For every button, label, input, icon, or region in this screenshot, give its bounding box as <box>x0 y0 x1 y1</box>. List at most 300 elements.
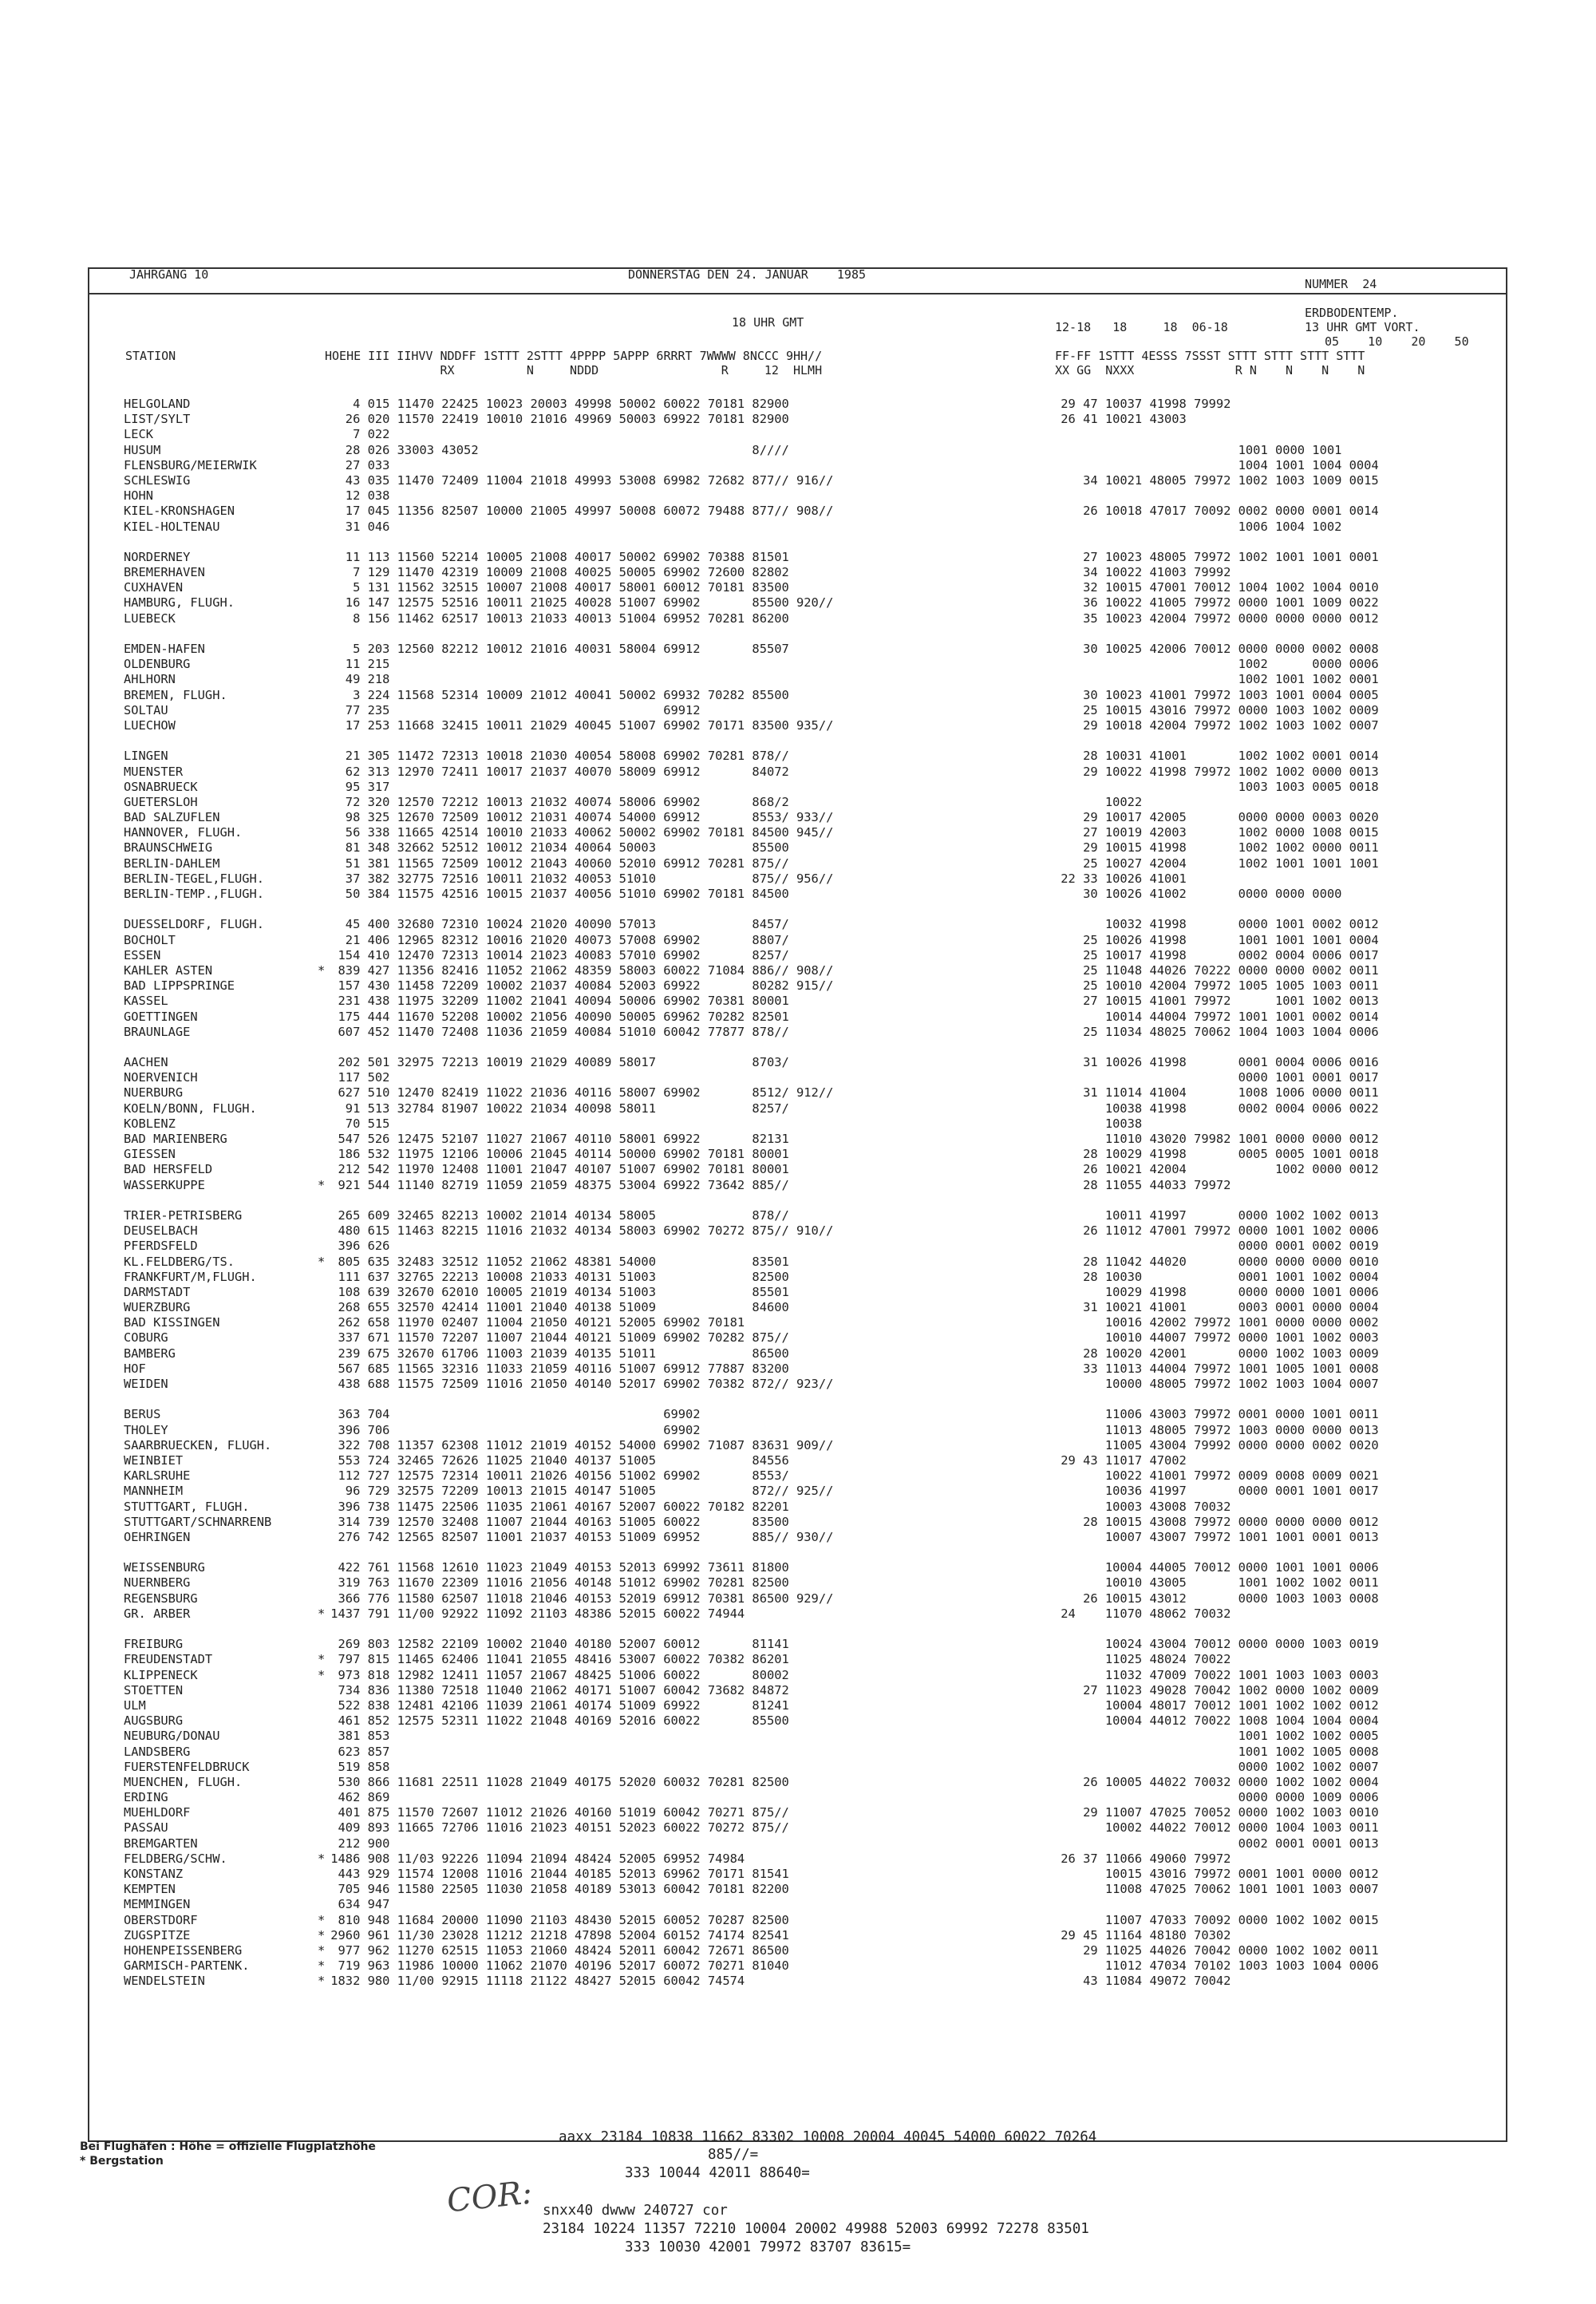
observation-time-title: 18 UHR GMT <box>732 315 804 330</box>
station-codes: 623 857 <box>323 1744 390 1759</box>
station-codes: 268 655 32570 42414 11001 21040 40138 51009 84600 <box>323 1300 789 1315</box>
station-name: KONSTANZ <box>124 1867 184 1881</box>
station-name: KOELN/BONN, FLUGH. <box>124 1101 257 1116</box>
mountain-station-marker: * <box>318 1851 326 1866</box>
station-extra-codes: 26 11012 47001 79972 0000 1001 1002 0006 <box>1053 1223 1379 1239</box>
station-name: LUECHOW <box>124 717 176 733</box>
station-codes: 396 626 <box>323 1239 390 1254</box>
station-name: STUTTGART/SCHNARRENB <box>124 1514 272 1529</box>
station-codes: 1832 980 11/00 92915 11118 21122 48427 52015 60042 74574 <box>323 1974 745 1989</box>
station-codes <box>323 1392 833 1407</box>
station-extra-codes: 30 10025 42006 70012 0000 0000 0002 0008 <box>1053 642 1379 656</box>
mountain-station-legend: * Bergstation <box>80 2155 164 2168</box>
station-extra-codes: 10010 43005 1001 1002 1002 0011 <box>1053 1575 1379 1591</box>
mountain-station-marker: * <box>318 1177 326 1192</box>
correction-line-2: 885//= <box>708 2147 759 2163</box>
station-name: ERDING <box>124 1790 168 1805</box>
station-extra-codes: 32 10015 47001 70012 1004 1002 1004 0010 <box>1053 580 1379 595</box>
station-name: KARLSRUHE <box>124 1468 191 1484</box>
station-codes: 547 526 12475 52107 11027 21067 40110 58001 69922 82131 <box>323 1132 789 1146</box>
station-name: FRANKFURT/M,FLUGH. <box>124 1269 257 1284</box>
station-codes <box>323 733 833 749</box>
correction-line-4: snxx40 dwww 240727 cor <box>543 2203 728 2219</box>
station-name: DEUSELBACH <box>124 1223 198 1239</box>
station-extra-codes: 0000 1001 0001 0017 <box>1053 1070 1379 1085</box>
station-codes: 202 501 32975 72213 10019 21029 40089 58017 8703/ <box>323 1055 789 1070</box>
jahrgang-label: JAHRGANG 10 <box>129 267 209 282</box>
station-name: GUETERSLOH <box>124 794 198 809</box>
station-codes: 973 818 12982 12411 11057 21067 48425 51006 60022 80002 <box>323 1667 789 1682</box>
station-name: LIST/SYLT <box>124 412 191 427</box>
station-name: FLENSBURG/MEIERWIK <box>124 457 257 472</box>
station-name: NUERNBERG <box>124 1575 191 1591</box>
station-codes: 11 113 11560 52214 10005 21008 40017 50002 69902 70388 81501 <box>323 549 789 564</box>
station-codes: 627 510 12470 82419 11022 21036 40116 58007 69902 8512/ 912// <box>323 1085 834 1101</box>
station-extra-codes: 27 11023 49028 70042 1002 0000 1002 0009 <box>1053 1682 1379 1697</box>
station-codes: 27 033 <box>323 457 390 472</box>
station-codes: 7 022 <box>323 427 390 442</box>
correction-line-3: 333 10044 42011 88640= <box>625 2165 810 2181</box>
station-codes: 519 858 <box>323 1759 390 1774</box>
station-codes: 2960 961 11/30 23028 11212 21218 47898 52004 60152 74174 82541 <box>323 1927 789 1942</box>
station-codes: 443 929 11574 12008 11016 21044 40185 52013 69962 70171 81541 <box>323 1867 789 1881</box>
station-name: OEHRINGEN <box>124 1529 191 1544</box>
code-columns-header: HOEHE III IIHVV NDDFF 1STTT 2STTT 4PPPP 5APPP 6RRRT 7WWWW 8NCCC 9HH// <box>325 349 823 363</box>
station-codes: 49 218 <box>323 672 390 687</box>
station-name: DARMSTADT <box>124 1284 191 1299</box>
station-extra-codes <box>1053 1622 1379 1637</box>
station-codes: 634 947 <box>323 1897 390 1912</box>
station-codes: 567 685 11565 32316 11033 21059 40116 51007 69912 77887 83200 <box>323 1361 789 1376</box>
code-columns-subheader: RX N NDDD R 12 HLMH <box>325 363 823 377</box>
station-codes: 461 852 12575 52311 11022 21048 40169 52016 60022 85500 <box>323 1713 789 1729</box>
station-extra-codes: 10000 48005 79972 1002 1003 1004 0007 <box>1053 1377 1379 1391</box>
station-extra-codes <box>1053 1545 1379 1560</box>
station-extra-codes: 10022 41001 79972 0009 0008 0009 0021 <box>1053 1468 1379 1484</box>
station-codes: 322 708 11357 62308 11012 21019 40152 54000 69902 71087 83631 909// <box>323 1437 834 1452</box>
station-name: OBERSTDORF <box>124 1912 198 1927</box>
station-name: WEIDEN <box>124 1377 168 1391</box>
station-codes: 409 893 11665 72706 11016 21023 40151 52023 60022 70272 875// <box>323 1820 789 1836</box>
station-extra-codes: 25 11048 44026 70222 0000 0000 0002 0011 <box>1053 962 1379 978</box>
station-name: SOLTAU <box>124 702 168 717</box>
soil-depths-header: 05 10 20 50 <box>1325 334 1469 349</box>
station-name: STUTTGART, FLUGH. <box>124 1499 250 1514</box>
station-extra-codes <box>1053 488 1379 504</box>
station-codes: 401 875 11570 72607 11012 21026 40160 51019 60042 70271 875// <box>323 1805 789 1820</box>
station-extra-codes: 1001 0000 1001 <box>1053 442 1342 457</box>
station-extra-codes: 24 11070 48062 70032 <box>1053 1606 1231 1621</box>
station-codes: 719 963 11986 10000 11062 21070 40196 52017 60072 70271 81040 <box>323 1958 789 1974</box>
correction-line-1: aaxx 23184 10838 11662 83302 10008 20004 40045 54000 60022 70264 <box>559 2129 1097 2145</box>
station-name: HAMBURG, FLUGH. <box>124 595 235 611</box>
station-extra-codes: 10038 <box>1053 1116 1143 1131</box>
station-name: WEISSENBURG <box>124 1560 205 1575</box>
station-extra-codes: 0002 0001 0001 0013 <box>1053 1836 1379 1851</box>
right-columns-subheader: XX GG NXXX R N N N N <box>1055 363 1365 377</box>
station-extra-codes: 29 10017 42005 0000 0000 0003 0020 <box>1053 810 1379 825</box>
station-name: BAD LIPPSPRINGE <box>124 978 235 994</box>
station-name: BAD KISSINGEN <box>124 1315 220 1330</box>
station-name: GARMISCH-PARTENK. <box>124 1958 250 1974</box>
station-name: ZUGSPITZE <box>124 1927 191 1942</box>
station-codes: 276 742 12565 82507 11001 21037 40153 51009 69952 885// 930// <box>323 1529 834 1544</box>
station-codes: 363 704 69902 <box>323 1407 701 1422</box>
station-name: HOF <box>124 1361 146 1376</box>
station-extra-codes <box>1053 902 1379 917</box>
station-extra-codes: 10032 41998 0000 1001 0002 0012 <box>1053 917 1379 932</box>
station-extra-codes: 28 10030 0001 1001 1002 0004 <box>1053 1269 1379 1284</box>
station-codes: 50 384 11575 42516 10015 21037 40056 51010 69902 70181 84500 <box>323 887 789 901</box>
station-extra-codes: 26 10021 42004 1002 0000 0012 <box>1053 1162 1379 1177</box>
station-codes: 81 348 32662 52512 10012 21034 40064 50003 85500 <box>323 840 789 856</box>
station-name: BERLIN-TEGEL,FLUGH. <box>124 871 265 886</box>
station-codes: 5 131 11562 32515 10007 21008 40017 58001 60012 70181 83500 <box>323 580 789 595</box>
station-codes: 62 313 12970 72411 10017 21037 40070 58009 69912 84072 <box>323 764 789 779</box>
station-codes: 72 320 12570 72212 10013 21032 40074 58006 69902 868/2 <box>323 794 789 809</box>
station-extra-codes: 10010 44007 79972 0000 1001 1002 0003 <box>1053 1330 1379 1346</box>
station-name: WUERZBURG <box>124 1300 191 1315</box>
period-header: 12-18 18 18 06-18 <box>1055 320 1228 334</box>
station-extra-codes: 29 11025 44026 70042 0000 1002 1002 0011 <box>1053 1942 1379 1958</box>
station-name: KEMPTEN <box>124 1882 176 1897</box>
station-codes: 337 671 11570 72207 11007 21044 40121 51009 69902 70282 875// <box>323 1330 789 1346</box>
station-codes: 319 763 11670 22309 11016 21056 40148 51012 69902 70281 82500 <box>323 1575 789 1591</box>
header-divider <box>89 293 1506 294</box>
station-name: REGENSBURG <box>124 1591 198 1606</box>
station-codes <box>323 1622 833 1637</box>
station-name: THOLEY <box>124 1422 168 1437</box>
station-codes: 366 776 11580 62507 11018 21046 40153 52019 69912 70381 86500 929// <box>323 1591 834 1606</box>
station-extra-codes: 10007 43007 79972 1001 1001 0001 0013 <box>1053 1529 1379 1544</box>
station-codes: 921 544 11140 82719 11059 21059 48375 53004 69922 73642 885// <box>323 1177 789 1192</box>
station-name: ULM <box>124 1697 146 1713</box>
station-name <box>124 1392 271 1407</box>
station-codes: 7 129 11470 42319 10009 21008 40025 50005 69902 72600 82802 <box>323 565 789 580</box>
station-extra-codes: 29 45 11164 48180 70302 <box>1053 1927 1231 1942</box>
station-name: LECK <box>124 427 154 442</box>
station-codes: 112 727 12575 72314 10011 21026 40156 51002 69902 8553/ <box>323 1468 789 1484</box>
station-codes: 797 815 11465 62406 11041 21055 48416 53007 60022 70382 86201 <box>323 1652 789 1667</box>
station-codes: 26 020 11570 22419 10010 21016 49969 50003 69922 70181 82900 <box>323 412 789 427</box>
station-extra-codes: 10004 48017 70012 1001 1002 1002 0012 <box>1053 1697 1379 1713</box>
mountain-station-marker: * <box>318 1912 326 1927</box>
station-name: KIEL-HOLTENAU <box>124 519 220 534</box>
station-name: STOETTEN <box>124 1682 184 1697</box>
station-extra-codes: 11008 47025 70062 1001 1001 1003 0007 <box>1053 1882 1379 1897</box>
station-name: HOHENPEISSENBERG <box>124 1942 243 1958</box>
station-codes: 16 147 12575 52516 10011 21025 40028 51007 69902 85500 920// <box>323 595 834 611</box>
station-codes: 154 410 12470 72313 10014 21023 40083 57010 69902 8257/ <box>323 947 789 962</box>
station-extra-codes: 10002 44022 70012 0000 1004 1003 0011 <box>1053 1820 1379 1836</box>
station-codes: 37 382 32775 72516 10011 21032 40053 51010 875// 956// <box>323 871 834 886</box>
station-codes: 396 706 69902 <box>323 1422 701 1437</box>
station-codes <box>323 626 833 642</box>
station-name: BAMBERG <box>124 1346 176 1361</box>
airport-height-legend: Bei Flughäfen : Höhe = offizielle Flugplatzhöhe <box>80 2140 376 2153</box>
station-extra-codes: 25 10017 41998 0002 0004 0006 0017 <box>1053 947 1379 962</box>
station-name: NORDERNEY <box>124 549 191 564</box>
station-codes: 381 853 <box>323 1729 390 1744</box>
station-name: MANNHEIM <box>124 1484 184 1499</box>
station-codes: 734 836 11380 72518 11040 21062 40171 51007 60042 73682 84872 <box>323 1682 789 1697</box>
mountain-station-marker: * <box>318 1958 326 1974</box>
station-extra-codes: 28 11042 44020 0000 0000 0000 0010 <box>1053 1254 1379 1269</box>
station-name: AHLHORN <box>124 672 176 687</box>
station-extra-codes: 11032 47009 70022 1001 1003 1003 0003 <box>1053 1667 1379 1682</box>
station-name <box>124 733 271 749</box>
station-codes: 262 658 11970 02407 11004 21050 40121 52005 69902 70181 <box>323 1315 745 1330</box>
station-extra-codes: 28 10029 41998 0005 0005 1001 0018 <box>1053 1147 1379 1162</box>
station-name: DUESSELDORF, FLUGH. <box>124 917 265 932</box>
station-extra-codes: 10015 43016 79972 0001 1001 0000 0012 <box>1053 1867 1379 1881</box>
station-codes <box>323 535 833 550</box>
station-codes: 70 515 <box>323 1116 390 1131</box>
station-extra-codes: 43 11084 49072 70042 <box>1053 1974 1231 1989</box>
station-extra-codes <box>1053 535 1379 550</box>
station-codes: 480 615 11463 82215 11016 21032 40134 58003 69902 70272 875// 910// <box>323 1223 834 1239</box>
station-extra-codes: 22 33 10026 41001 <box>1053 871 1187 886</box>
station-extra-codes: 27 10019 42003 1002 0000 1008 0015 <box>1053 825 1379 840</box>
station-extra-codes: 10016 42002 79972 1001 0000 0000 0002 <box>1053 1315 1379 1330</box>
station-extra-codes: 31 10026 41998 0001 0004 0006 0016 <box>1053 1055 1379 1070</box>
mountain-station-marker: * <box>318 1942 326 1958</box>
station-extra-codes: 11013 48005 79972 1003 0000 0000 0013 <box>1053 1422 1379 1437</box>
station-codes <box>323 1545 833 1560</box>
station-extra-codes <box>1053 1040 1379 1055</box>
station-codes <box>323 902 833 917</box>
station-extra-codes: 26 41 10021 43003 <box>1053 412 1187 427</box>
station-extra-codes <box>1053 427 1379 442</box>
station-name: LINGEN <box>124 749 168 764</box>
station-extra-codes: 33 11013 44004 79972 1001 1005 1001 0008 <box>1053 1361 1379 1376</box>
station-codes: 212 542 11970 12408 11001 21047 40107 51007 69902 70181 80001 <box>323 1162 789 1177</box>
station-extra-codes: 25 10010 42004 79972 1005 1005 1003 0011 <box>1053 978 1379 994</box>
station-extra-codes: 34 10021 48005 79972 1002 1003 1009 0015 <box>1053 472 1379 488</box>
station-extra-codes: 30 10026 41002 0000 0000 0000 <box>1053 887 1342 901</box>
station-codes: 553 724 32465 72626 11025 21040 40137 51005 84556 <box>323 1452 789 1468</box>
station-extra-codes: 10004 44005 70012 0000 1001 1001 0006 <box>1053 1560 1379 1575</box>
station-name: KOBLENZ <box>124 1116 176 1131</box>
station-codes: 231 438 11975 32209 11002 21041 40094 50006 69902 70381 80001 <box>323 994 789 1009</box>
station-name: AUGSBURG <box>124 1713 184 1729</box>
station-extra-codes: 28 10031 41001 1002 1002 0001 0014 <box>1053 749 1379 764</box>
station-codes: 314 739 12570 32408 11007 21044 40163 51005 60022 83500 <box>323 1514 789 1529</box>
station-codes: 705 946 11580 22505 11030 21058 40189 53013 60042 70181 82200 <box>323 1882 789 1897</box>
station-name: NUERBURG <box>124 1085 184 1101</box>
station-codes: 607 452 11470 72408 11036 21059 40084 51010 60042 77877 878// <box>323 1024 789 1039</box>
station-name: BAD MARIENBERG <box>124 1132 227 1146</box>
station-name: MUENCHEN, FLUGH. <box>124 1774 243 1789</box>
station-name: FUERSTENFELDBRUCK <box>124 1759 250 1774</box>
station-codes: 422 761 11568 12610 11023 21049 40153 52013 69992 73611 81800 <box>323 1560 789 1575</box>
station-name: BERLIN-TEMP.,FLUGH. <box>124 887 265 901</box>
station-codes: 4 015 11470 22425 10023 20003 49998 50002 60022 70181 82900 <box>323 397 789 411</box>
station-extra-codes: 29 10015 41998 1002 1002 0000 0011 <box>1053 840 1379 856</box>
station-name: BAD HERSFELD <box>124 1162 213 1177</box>
station-name: CUXHAVEN <box>124 580 184 595</box>
station-extra-codes: 11012 47034 70102 1003 1003 1004 0006 <box>1053 1958 1379 1974</box>
station-codes: 175 444 11670 52208 10002 21056 40090 50005 69962 70282 82501 <box>323 1009 789 1024</box>
station-name: GIESSEN <box>124 1147 176 1162</box>
station-codes: 186 532 11975 12106 10006 21045 40114 50000 69902 70181 80001 <box>323 1147 789 1162</box>
station-extra-codes <box>1053 626 1379 642</box>
correction-line-5: 23184 10224 11357 72210 10004 20002 49988 52003 69992 72278 83501 <box>543 2221 1089 2237</box>
station-name: KLIPPENECK <box>124 1667 198 1682</box>
station-name: BRAUNSCHWEIG <box>124 840 213 856</box>
station-extra-codes: 10022 <box>1053 794 1143 809</box>
station-codes: 21 406 12965 82312 10016 21020 40073 57008 69902 8807/ <box>323 932 789 947</box>
station-name: LUEBECK <box>124 611 176 626</box>
station-codes: 111 637 32765 22213 10008 21033 40131 51003 82500 <box>323 1269 789 1284</box>
station-extra-codes: 36 10022 41005 79972 0000 1001 1009 0022 <box>1053 595 1379 611</box>
station-codes: 239 675 32670 61706 11003 21039 40135 51011 86500 <box>323 1346 789 1361</box>
station-extra-codes: 26 10018 47017 70092 0002 0000 0001 0014 <box>1053 504 1379 519</box>
station-extra-codes: 10003 43008 70032 <box>1053 1499 1231 1514</box>
station-name: BAD SALZUFLEN <box>124 810 220 825</box>
station-name: WEINBIET <box>124 1452 184 1468</box>
station-codes: 810 948 11684 20000 11090 21103 48430 52015 60052 70287 82500 <box>323 1912 789 1927</box>
report-date: DONNERSTAG DEN 24. JANUAR 1985 <box>628 267 867 282</box>
station-extra-codes <box>1053 1392 1379 1407</box>
station-extra-codes: 30 10023 41001 79972 1003 1001 0004 0005 <box>1053 687 1379 702</box>
station-name <box>124 1193 271 1208</box>
station-name: GR. ARBER <box>124 1606 191 1621</box>
station-extra-codes: 1004 1001 1004 0004 <box>1053 457 1379 472</box>
station-extra-codes: 10011 41997 0000 1002 1002 0013 <box>1053 1207 1379 1223</box>
station-codes: 1486 908 11/03 92226 11094 21094 48424 52005 69952 74984 <box>323 1851 745 1866</box>
station-extra-codes: 27 10015 41001 79972 1001 1002 0013 <box>1053 994 1379 1009</box>
station-name: HUSUM <box>124 442 161 457</box>
station-codes: 8 156 11462 62517 10013 21033 40013 51004 69952 70281 86200 <box>323 611 789 626</box>
station-codes: 396 738 11475 22506 11035 21061 40167 52007 60022 70182 82201 <box>323 1499 789 1514</box>
station-name: AACHEN <box>124 1055 168 1070</box>
station-name: OLDENBURG <box>124 657 191 672</box>
soil-temp-title: ERDBODENTEMP. <box>1305 306 1399 320</box>
station-codes: 45 400 32680 72310 10024 21020 40090 57013 8457/ <box>323 917 789 932</box>
station-name: BERLIN-DAHLEM <box>124 856 220 871</box>
station-name <box>124 1040 271 1055</box>
station-name <box>124 1622 271 1637</box>
station-extra-codes: 11007 47033 70092 0000 1002 1002 0015 <box>1053 1912 1379 1927</box>
station-name: BOCHOLT <box>124 932 176 947</box>
station-extra-codes: 1001 1002 1005 0008 <box>1053 1744 1379 1759</box>
station-extra-codes: 0000 1002 1002 0007 <box>1053 1759 1379 1774</box>
station-codes: 269 803 12582 22109 10002 21040 40180 52007 60012 81141 <box>323 1637 789 1652</box>
correction-line-6: 333 10030 42001 79972 83707 83615= <box>625 2239 911 2255</box>
synop-code-column <box>323 397 833 1990</box>
station-name: PASSAU <box>124 1820 168 1836</box>
station-codes: 21 305 11472 72313 10018 21030 40054 58008 69902 70281 878// <box>323 749 789 764</box>
station-extra-codes: 25 10015 43016 79972 0000 1003 1002 0009 <box>1053 702 1379 717</box>
station-extra-codes: 10038 41998 0002 0004 0006 0022 <box>1053 1101 1379 1116</box>
station-name <box>124 535 271 550</box>
station-extra-codes: 29 43 11017 47002 <box>1053 1452 1187 1468</box>
station-extra-codes: 11025 48024 70022 <box>1053 1652 1231 1667</box>
station-extra-codes: 29 11007 47025 70052 0000 1002 1003 0010 <box>1053 1805 1379 1820</box>
station-name: HOHN <box>124 488 154 504</box>
station-extra-codes: 28 10020 42001 0000 1002 1003 0009 <box>1053 1346 1379 1361</box>
mountain-station-marker: * <box>318 1927 326 1942</box>
right-columns-header: FF-FF 1STTT 4ESSS 7SSST STTT STTT STTT STTT <box>1055 349 1365 363</box>
station-codes: 3 224 11568 52314 10009 21012 40041 50002 69932 70282 85500 <box>323 687 789 702</box>
station-extra-codes: 10014 44004 79972 1001 1001 0002 0014 <box>1053 1009 1379 1024</box>
station-name: FELDBERG/SCHW. <box>124 1851 227 1866</box>
station-codes: 438 688 11575 72509 11016 21050 40140 52017 69902 70382 872// 923// <box>323 1377 834 1391</box>
station-codes: 91 513 32784 81907 10022 21034 40098 58011 8257/ <box>323 1101 789 1116</box>
station-name: SCHLESWIG <box>124 472 191 488</box>
station-extra-codes: 29 10018 42004 79972 1002 1003 1002 0007 <box>1053 717 1379 733</box>
station-codes <box>323 1040 833 1055</box>
station-name: KAHLER ASTEN <box>124 962 213 978</box>
station-codes: 839 427 11356 82416 11052 21062 48359 58003 60022 71084 886// 908// <box>323 962 834 978</box>
station-codes: 212 900 <box>323 1836 390 1851</box>
station-extra-codes: 28 10015 43008 79972 0000 0000 0000 0012 <box>1053 1514 1379 1529</box>
station-name: BREMERHAVEN <box>124 565 205 580</box>
mountain-station-marker: * <box>318 1652 326 1667</box>
report-number: NUMMER 24 <box>1305 277 1377 291</box>
station-extra-codes: 11010 43020 79982 1001 0000 0000 0012 <box>1053 1132 1379 1146</box>
station-codes: 77 235 69912 <box>323 702 701 717</box>
station-extra-codes: 28 11055 44033 79972 <box>1053 1177 1231 1192</box>
station-name: PFERDSFELD <box>124 1239 198 1254</box>
station-codes: 5 203 12560 82212 10012 21016 40031 58004 69912 85507 <box>323 642 789 656</box>
station-codes: 108 639 32670 62010 10005 21019 40134 51003 85501 <box>323 1284 789 1299</box>
station-name: FREUDENSTADT <box>124 1652 213 1667</box>
mountain-station-marker: * <box>318 1606 326 1621</box>
station-extra-codes: 0000 0001 0002 0019 <box>1053 1239 1379 1254</box>
station-codes: 530 866 11681 22511 11028 21049 40175 52020 60032 70281 82500 <box>323 1774 789 1789</box>
station-extra-codes: 1002 1001 1002 0001 <box>1053 672 1379 687</box>
station-name: NOERVENICH <box>124 1070 198 1085</box>
station-name: TRIER-PETRISBERG <box>124 1207 243 1223</box>
station-name: LANDSBERG <box>124 1744 191 1759</box>
station-extra-codes: 1003 1003 0005 0018 <box>1053 779 1379 794</box>
station-extra-codes: 25 11034 48025 70062 1004 1003 1004 0006 <box>1053 1024 1379 1039</box>
station-codes: 51 381 11565 72509 10012 21043 40060 52010 69912 70281 875// <box>323 856 789 871</box>
station-codes: 17 253 11668 32415 10011 21029 40045 51007 69902 70171 83500 935// <box>323 717 834 733</box>
station-extra-codes: 26 10015 43012 0000 1003 1003 0008 <box>1053 1591 1379 1606</box>
station-codes: 522 838 12481 42106 11039 21061 40174 51009 69922 81241 <box>323 1697 789 1713</box>
station-name: OSNABRUECK <box>124 779 198 794</box>
mountain-station-marker: * <box>318 1667 326 1682</box>
station-extra-codes: 10029 41998 0000 0000 1001 0006 <box>1053 1284 1379 1299</box>
station-name: EMDEN-HAFEN <box>124 642 205 656</box>
station-codes: 117 502 <box>323 1070 390 1085</box>
station-codes: 28 026 33003 43052 8//// <box>323 442 789 457</box>
mountain-station-marker: * <box>318 1974 326 1989</box>
station-extra-codes: 10004 44012 70022 1008 1004 1004 0004 <box>1053 1713 1379 1729</box>
station-extra-codes: 0000 0000 1009 0006 <box>1053 1790 1379 1805</box>
station-extra-codes: 34 10022 41003 79992 <box>1053 565 1231 580</box>
station-name: GOETTINGEN <box>124 1009 198 1024</box>
station-name <box>124 902 271 917</box>
station-name <box>124 626 271 642</box>
station-codes: 96 729 32575 72209 10013 21015 40147 51005 872// 925// <box>323 1484 834 1499</box>
soil-temp-subtitle: 13 UHR GMT VORT. <box>1305 320 1420 334</box>
station-name <box>124 1545 271 1560</box>
station-codes: 462 869 <box>323 1790 390 1805</box>
mountain-station-marker: * <box>318 962 326 978</box>
station-codes: 95 317 <box>323 779 390 794</box>
station-extra-codes: 11005 43004 79992 0000 0000 0002 0020 <box>1053 1437 1379 1452</box>
station-codes: 31 046 <box>323 519 390 534</box>
mountain-station-marker: * <box>318 1254 326 1269</box>
station-codes <box>323 1193 833 1208</box>
station-column-header: STATION <box>125 349 176 363</box>
station-extra-codes <box>1053 1193 1379 1208</box>
station-extra-codes: 31 11014 41004 1008 1006 0000 0011 <box>1053 1085 1379 1101</box>
